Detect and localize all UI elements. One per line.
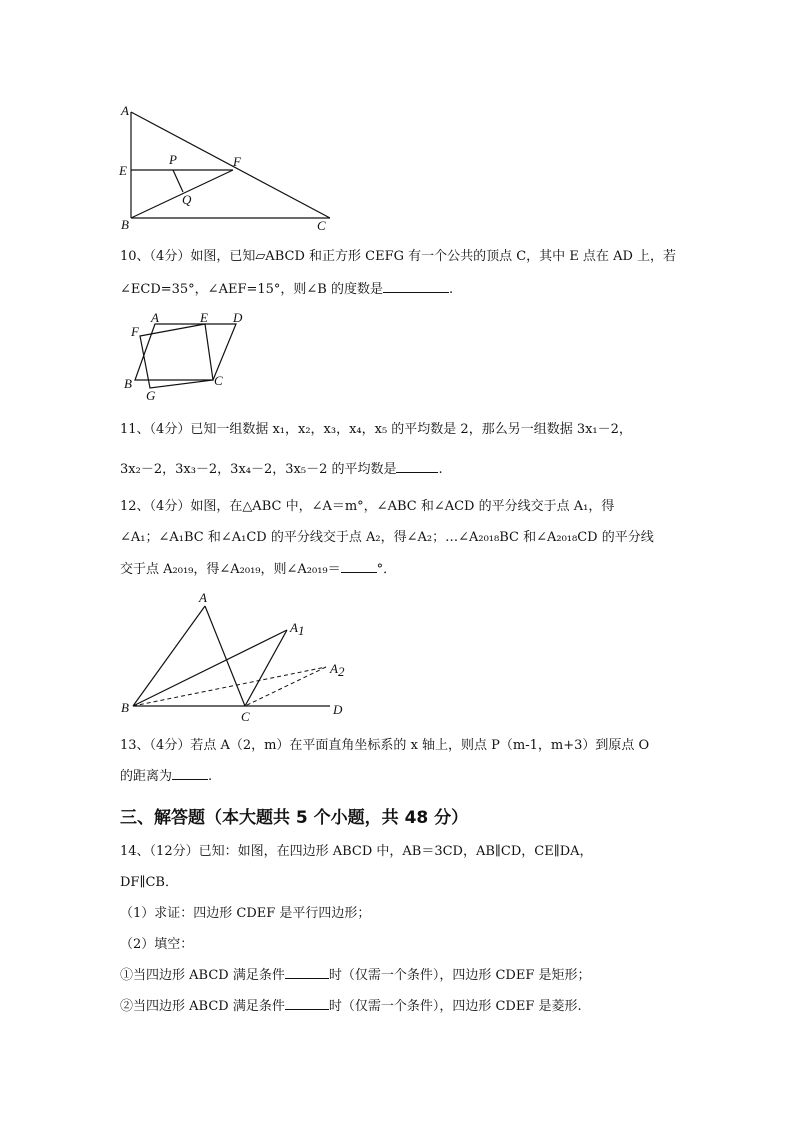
q14-sub1-answer-blank[interactable] [285,966,329,979]
q11-period: . [438,462,443,477]
q14-part2: （2）填空： [120,937,194,952]
q10-label-g: G [146,388,156,403]
section-3-title: 三、解答题（本大题共 5 个小题，共 48 分） [120,808,469,828]
q10-label-c: C [214,373,223,388]
q11-line1: 11、（4分）已知一组数据 x₁，x₂，x₃，x₄，x₅ 的平均数是 2，那么另一组数据 3x₁－2， [120,422,632,437]
q12-label-a1: A1 [290,620,305,638]
q10-label-e: E [200,310,208,325]
q9-label-a: A [121,103,129,118]
q12-label-a: A [199,590,207,605]
q9-label-q: Q [182,192,192,207]
q10-label-f: F [131,324,139,339]
q12-segment-ba1 [133,630,287,706]
q14-sub2-text-a: ②当四边形 ABCD 满足条件 [120,999,285,1014]
q9-label-c: C [317,218,326,233]
q13-line1: 13、（4分）若点 A（2，m）在平面直角坐标系的 x 轴上，则点 P（m-1，m+3）到原点 O [120,738,650,753]
q14-sub2-text-b: 时（仅需一个条件），四边形 CDEF 是菱形. [328,999,582,1014]
q12-label-d: D [333,702,343,717]
q14-sub1-text-b: 时（仅需一个条件），四边形 CDEF 是矩形； [328,968,591,983]
q9-label-p: P [169,152,177,167]
q14-sub1 [120,966,590,986]
q12-text: 交于点 A₂₀₁₉，得∠A₂₀₁₉，则∠A₂₀₁₉＝ [120,562,341,577]
q11-text: 3x₂－2，3x₃－2，3x₄－2，3x₅－2 的平均数是 [120,462,397,477]
q14-line2: DF∥CB． [120,875,178,890]
q12-label-a2: A2 [330,661,345,679]
q10-text: ∠ECD=35°，∠AEF=15°，则∠B 的度数是 [120,282,383,297]
q12-line1: 12、（4分）如图，在△ABC 中，∠A＝m°，∠ABC 和∠ACD 的平分线交于点 A₁，得 [120,499,615,514]
q9-label-b: B [121,217,129,232]
q12-segment-ba [133,606,205,706]
q12-label-b: B [121,700,129,715]
q12-degree: °． [376,562,397,577]
q12-segment-a2c [245,667,326,706]
q14-sub1-text-a: ①当四边形 ABCD 满足条件 [120,968,285,983]
q12-segment-ac [205,606,245,706]
q10-period: . [449,282,454,297]
q14-sub2 [120,997,582,1017]
q14-line1: 14、（12分）已知：如图，在四边形 ABCD 中，AB＝3CD，AB∥CD，CE∥DA， [120,844,593,859]
q13-period: . [208,769,213,784]
q12-label-c: C [241,709,250,724]
q13-answer-blank[interactable] [172,767,208,780]
q9-label-e: E [119,163,127,178]
q9-label-f: F [233,154,241,169]
q12-line2: ∠A₁；∠A₁BC 和∠A₁CD 的平分线交于点 A₂，得∠A₂；…∠A₂₀₁₈BC 和∠A₂₀₁₈CD 的平分线 [120,530,654,545]
q13-line2 [120,767,212,787]
q12-segment-a1c [245,630,287,706]
q13-text: 的距离为 [120,769,173,784]
q14-sub2-answer-blank[interactable] [285,997,329,1010]
q14-part1: （1）求证：四边形 CDEF 是平行四边形； [120,906,371,921]
q10-label-d: D [233,310,243,325]
q10-line1: 10、（4分）如图，已知▱ABCD 和正方形 CEFG 有一个公共的顶点 C，其中 E 点在 AD 上，若 [120,249,677,264]
q12-segment-ba2 [133,667,326,706]
q10-label-a: A [151,310,159,325]
q10-label-b: B [124,376,132,391]
